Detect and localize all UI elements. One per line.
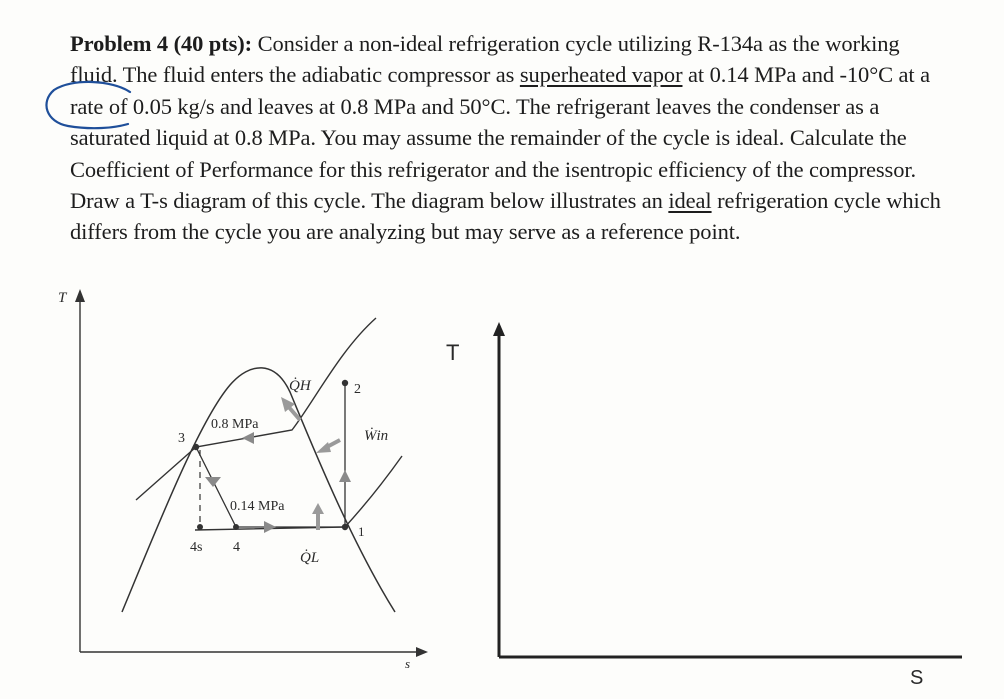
label-q-low: Q̇L — [300, 550, 320, 566]
underlined-ideal: ideal — [668, 188, 712, 214]
label-state-4: 4 — [233, 540, 240, 555]
problem-text-2: at 0.14 MPa and -10°C at a rate of 0.05 kg/s and leaves at 0.8 MPa and 50°C. The refrigerant leaves the condenser as a saturated liquid at 0.8 MPa. You may assume the remainder of the cycle is ideal. Calculate the Coefficient of Performance for this refrigerator and the isentropic efficiency of the compressor. Draw a T-s diagram of this cycle. The diagram below illustrates an — [70, 62, 930, 214]
label-state-2: 2 — [354, 382, 361, 397]
blank-x-axis-label: S — [910, 667, 924, 689]
label-state-3: 3 — [178, 431, 185, 446]
problem-text-1: Consider a non-ideal refrigeration cycle utilizing R-134a as the working fluid. The fluid enters the adiabatic compressor as — [70, 31, 900, 88]
problem-title: Problem 4 (40 pts): — [70, 31, 253, 56]
label-state-1: 1 — [358, 524, 365, 539]
underlined-superheated-vapor: superheated vapor — [519, 62, 683, 88]
problem-text-3: refrigeration cycle which differs from the cycle you are analyzing but may serve as a reference point. — [70, 188, 941, 245]
label-w-in: Ẇin — [364, 428, 389, 444]
reference-y-axis-label: T — [58, 290, 67, 306]
blank-y-axis-label: T — [446, 340, 460, 365]
label-state-4s: 4s — [190, 540, 203, 555]
reference-x-axis-label: s — [405, 656, 411, 671]
label-low-pressure: 0.14 MPa — [230, 499, 285, 514]
label-q-high: Q̇H — [289, 378, 311, 394]
label-high-pressure: 0.8 MPa — [211, 417, 259, 432]
blank-y-axis-arrow-icon — [493, 322, 505, 336]
